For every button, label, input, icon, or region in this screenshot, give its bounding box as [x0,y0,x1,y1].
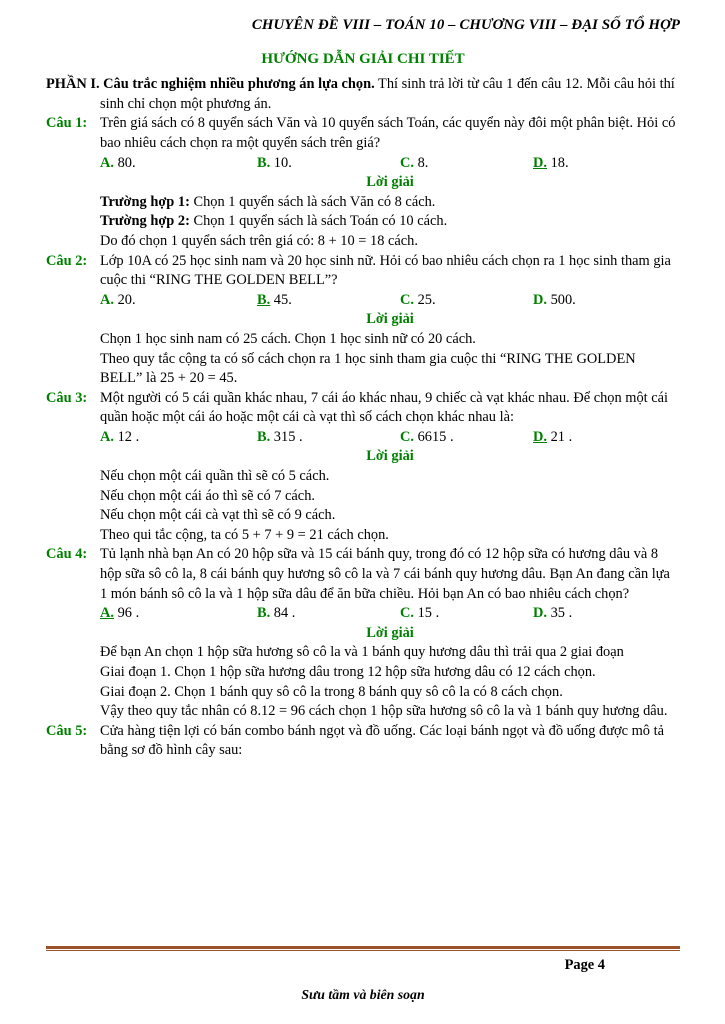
question-5 [46,722,680,761]
option-value: 84 . [270,605,296,622]
option-C [400,291,533,311]
option-B [257,154,400,174]
question-number: Câu 4: [46,546,88,563]
solution-heading: Lời giải [366,311,414,328]
solution-case-label: Trường hợp 2: [100,213,190,230]
option-value: 500. [547,291,576,308]
option-C [400,154,533,174]
question-text: Tủ lạnh nhà bạn An có 20 hộp sữa và 15 cái bánh quy, trong đó có 12 hộp sữa có hương dâu và 8 hộp sữa sô cô la, 8 cái bánh quy hương sô cô la và 7 cái bánh quy hương dâu. Bạn An đang cần lựa 1 món bánh sô cô la và 1 hộp sữa dâu để ăn bữa chiều. Hỏi bạn An có bao nhiêu cách chọn? [100,546,670,602]
footer-credit: Sưu tầm và biên soạn [301,986,425,1002]
part-instructions: Thí sinh trả lời từ câu 1 đến câu 12. Mỗi câu hỏi thí sinh chỉ chọn một phương án. [100,76,675,112]
solution-line [46,663,680,683]
question-text: Trên giá sách có 8 quyển sách Văn và 10 quyển sách Toán, các quyển này đôi một phân biệt. Hỏi có bao nhiêu cách chọn ra một quyển sách trên giá? [100,115,676,151]
solution-text: Chọn 1 học sinh nam có 25 cách. Chọn 1 học sinh nữ có 20 cách. [100,330,476,347]
option-letter: D. [533,605,547,622]
option-D [533,428,680,448]
solution-line [46,193,680,213]
option-letter: C. [400,605,414,622]
option-letter: D. [533,154,547,171]
option-C [400,604,533,624]
question-number: Câu 2: [46,252,88,269]
option-letter: A. [100,291,114,308]
options-row [46,428,680,448]
question-text: Một người có 5 cái quần khác nhau, 7 cái áo khác nhau, 9 chiếc cà vạt khác nhau. Để chọn một cái quần hoặc một cái áo hoặc một cái cà vạt thì số cách chọn khác nhau là: [100,389,669,426]
solution-line [46,330,680,350]
page-header-title: CHUYÊN ĐỀ VIII – TOÁN 10 – CHƯƠNG VIII – ĐẠI SỐ TỔ HỢP [251,17,680,33]
option-value: 25. [414,291,436,308]
option-D [533,154,680,174]
solution-text: Do đó chọn 1 quyển sách trên giá có: 8 + 10 = 18 cách. [100,232,418,249]
solution-text: Chọn 1 quyển sách là sách Văn có 8 cách. [189,193,436,210]
option-B [257,604,400,624]
solution-line [46,683,680,703]
option-A [100,428,257,448]
solution-line [46,702,680,722]
solution-text: Nếu chọn một cái cà vạt thì sẽ có 9 cách. [100,507,336,524]
option-value: 20. [114,291,136,308]
option-letter: D. [533,428,547,445]
question-3 [46,389,680,546]
solution-text: Theo quy tắc cộng ta có số cách chọn ra 1 học sinh tham gia cuộc thi “RING THE GOLDEN BELL” là 25 + 20 = 45. [100,350,636,387]
questions-list [46,114,680,761]
footer-rule [46,946,680,951]
part-heading [46,75,680,114]
question-number: Câu 5: [46,722,88,739]
solution-heading: Lời giải [366,448,414,465]
question-2 [46,252,680,389]
solution-text: Theo qui tắc cộng, ta có 5 + 7 + 9 = 21 cách chọn. [100,526,389,543]
question-text: Cửa hàng tiện lợi có bán combo bánh ngọt và đồ uống. Các loại bánh ngọt và đồ uống được mô tả bằng sơ đồ hình cây sau: [100,722,664,759]
question-text: Lớp 10A có 25 học sinh nam và 20 học sinh nữ. Hỏi có bao nhiêu cách chọn ra 1 học sinh tham gia cuộc thi “RING THE GOLDEN BELL”? [100,252,671,289]
solution-line [46,643,680,663]
option-value: 80. [114,154,136,171]
option-value: 15 . [414,605,440,622]
option-letter: D. [533,291,547,308]
solution-line [46,232,680,252]
solution-case-label: Trường hợp 1: [100,193,190,210]
solution-line [46,467,680,487]
option-value: 45. [270,291,292,308]
option-value: 315 . [270,428,303,445]
option-A [100,291,257,311]
solution-text: Nếu chọn một cái áo thì sẽ có 7 cách. [100,487,315,504]
question-1 [46,114,680,251]
solution-heading: Lời giải [366,624,414,641]
question-number: Câu 1: [46,115,88,132]
option-A [100,604,257,624]
question-number: Câu 3: [46,389,88,406]
option-letter: B. [257,605,271,622]
option-value: 96 . [114,605,140,622]
option-letter: A. [100,428,114,445]
question-row [46,722,680,761]
option-value: 10. [270,154,292,171]
option-value: 18. [547,154,569,171]
option-D [533,604,680,624]
solution-text: Chọn 1 quyển sách là sách Toán có 10 cách. [189,213,448,230]
options-row [46,154,680,174]
option-B [257,291,400,311]
question-row [46,252,680,291]
option-value: 21 . [547,428,573,445]
solution-text: Giai đoạn 2. Chọn 1 bánh quy sô cô la trong 8 bánh quy sô cô la có 8 cách chọn. [100,683,563,700]
option-B [257,428,400,448]
options-row [46,291,680,311]
question-row [46,114,680,153]
option-letter: A. [100,154,114,171]
option-letter: C. [400,428,414,445]
option-letter: B. [257,291,271,308]
options-row [46,604,680,624]
option-value: 35 . [547,605,573,622]
option-D [533,291,680,311]
page-footer [46,946,680,1004]
option-letter: B. [257,428,271,445]
section-title: HƯỚNG DẪN GIẢI CHI TIẾT [261,50,465,67]
option-letter: C. [400,291,414,308]
solution-line [46,506,680,526]
question-4 [46,545,680,721]
question-row [46,389,680,428]
solution-text: Giai đoạn 1. Chọn 1 hộp sữa hương dâu trong 12 hộp sữa hương dâu có 12 cách chọn. [100,664,596,680]
solution-text: Để bạn An chọn 1 hộp sữa hương sô cô la và 1 bánh quy hương dâu thì trải qua 2 giai đoạn [100,644,624,661]
solution-text: Vậy theo quy tắc nhân có 8.12 = 96 cách chọn 1 hộp sữa hương sô cô la và 1 bánh quy hương dâu. [100,703,668,720]
solution-line [46,487,680,507]
part-label: PHẦN I. Câu trắc nghiệm nhiều phương án lựa chọn. [46,76,375,93]
solution-line [46,212,680,232]
solution-text: Nếu chọn một cái quần thì sẽ có 5 cách. [100,468,330,485]
option-A [100,154,257,174]
question-row [46,545,680,604]
solution-heading: Lời giải [366,174,414,191]
option-value: 8. [414,154,429,171]
solution-line [46,350,680,389]
option-value: 6615 . [414,428,454,445]
option-value: 12 . [114,428,140,445]
solution-line [46,526,680,546]
option-letter: C. [400,154,414,171]
option-C [400,428,533,448]
page-number: Page 4 [564,957,605,973]
option-letter: A. [100,605,114,622]
option-letter: B. [257,154,271,171]
